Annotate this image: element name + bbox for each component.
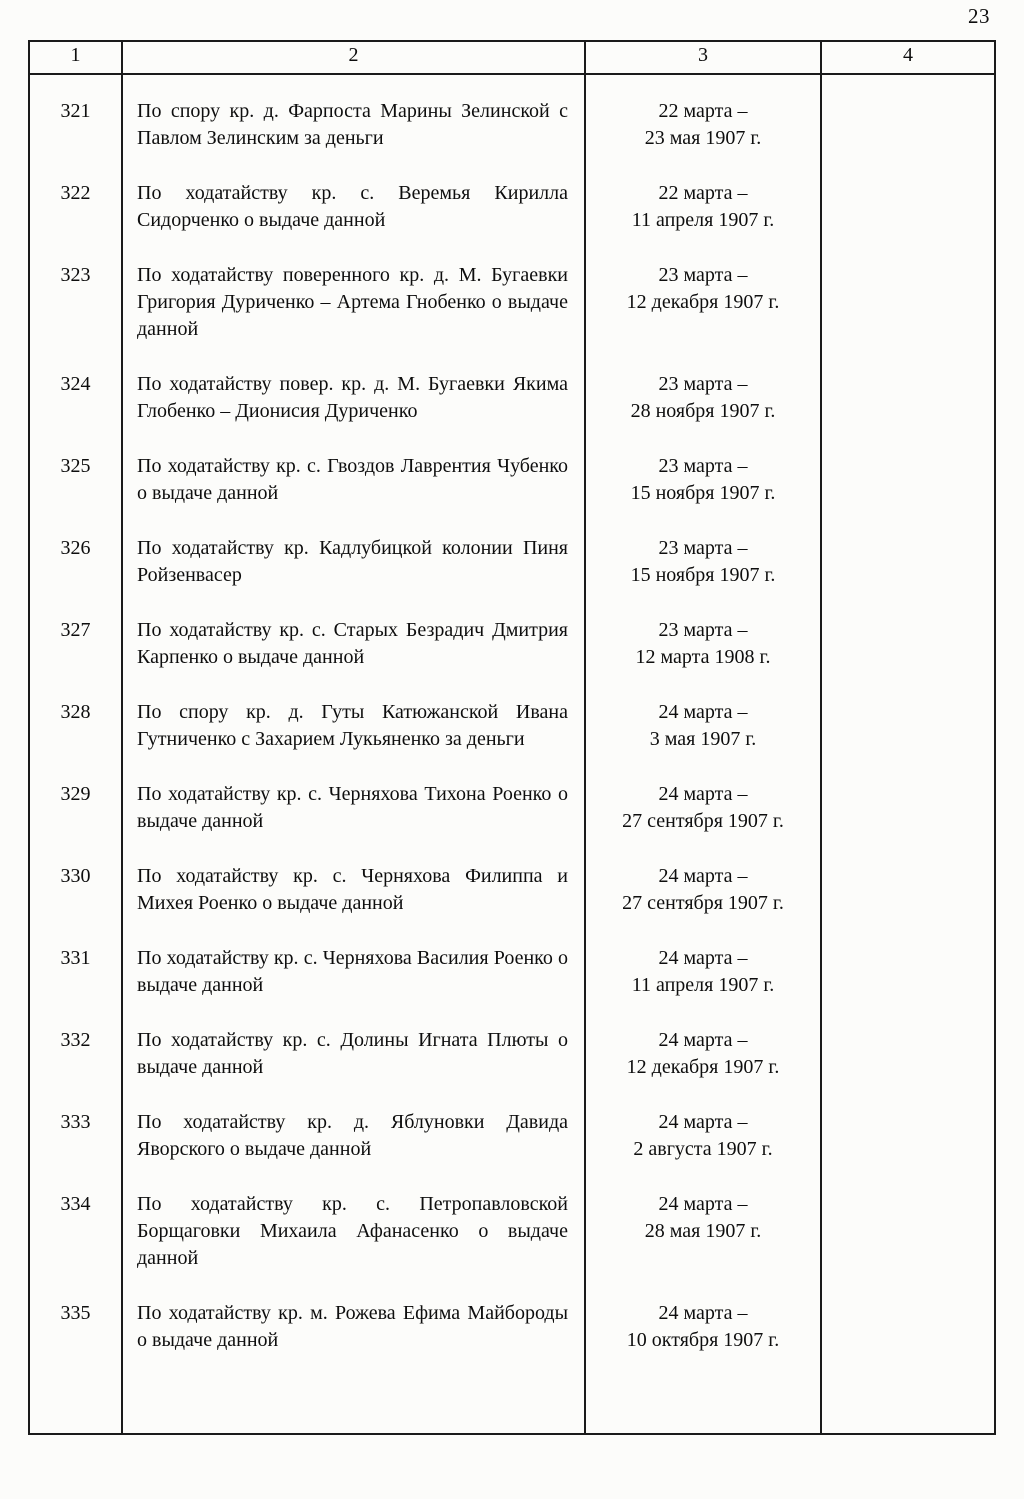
case-description: По ходатайству повер. кр. д. М. Бугаевки Якима Глобенко – Дионисия Дуриченко <box>122 370 585 452</box>
case-description: По ходатайству кр. м. Рожева Ефима Майбороды о выдаче данной <box>122 1299 585 1381</box>
date-start: 22 марта – <box>658 100 748 122</box>
date-end: 27 сентября 1907 г. <box>622 810 784 832</box>
filler-cell <box>29 1381 122 1434</box>
date-end: 27 сентября 1907 г. <box>622 892 784 914</box>
notes-cell-empty <box>821 261 995 370</box>
notes-cell-empty <box>821 1108 995 1190</box>
case-date-range <box>585 534 821 616</box>
table-header-row <box>29 41 995 74</box>
date-end: 12 марта 1908 г. <box>635 646 771 668</box>
table-row <box>29 1026 995 1108</box>
case-description: По ходатайству кр. с. Старых Безрадич Дмитрия Карпенко о выдаче данной <box>122 616 585 698</box>
date-start: 23 марта – <box>658 264 748 286</box>
table-row <box>29 616 995 698</box>
filler-cell <box>821 1381 995 1434</box>
date-end: 2 августа 1907 г. <box>633 1138 773 1160</box>
notes-cell-empty <box>821 698 995 780</box>
case-number: 323 <box>29 261 122 370</box>
filler-cell <box>585 1381 821 1434</box>
case-date-range <box>585 261 821 370</box>
column-header-2: 2 <box>122 41 585 74</box>
date-start: 23 марта – <box>658 537 748 559</box>
table-row <box>29 1190 995 1299</box>
date-end: 28 ноября 1907 г. <box>630 400 776 422</box>
case-description: По спору кр. д. Гуты Катюжанской Ивана Гутниченко с Захарием Лукьяненко за деньги <box>122 698 585 780</box>
case-description: По ходатайству кр. с. Долины Игната Плюты о выдаче данной <box>122 1026 585 1108</box>
case-description: По ходатайству кр. с. Веремья Кирилла Сидорченко о выдаче данной <box>122 179 585 261</box>
date-start: 24 марта – <box>658 783 748 805</box>
date-end: 12 декабря 1907 г. <box>626 291 780 313</box>
case-number: 330 <box>29 862 122 944</box>
date-start: 24 марта – <box>658 1111 748 1133</box>
table-filler-row <box>29 1381 995 1434</box>
date-end: 11 апреля 1907 г. <box>631 974 775 996</box>
date-start: 24 марта – <box>658 947 748 969</box>
date-start: 24 марта – <box>658 701 748 723</box>
case-date-range <box>585 452 821 534</box>
table-row <box>29 862 995 944</box>
table-row <box>29 370 995 452</box>
table-row <box>29 179 995 261</box>
case-number: 326 <box>29 534 122 616</box>
notes-cell-empty <box>821 862 995 944</box>
table-row <box>29 780 995 862</box>
case-description: По ходатайству поверенного кр. д. М. Бугаевки Григория Дуриченко – Артема Гнобенко о выдаче данной <box>122 261 585 370</box>
notes-cell-empty <box>821 452 995 534</box>
case-number: 332 <box>29 1026 122 1108</box>
notes-cell-empty <box>821 944 995 1026</box>
case-number: 324 <box>29 370 122 452</box>
notes-cell-empty <box>821 1190 995 1299</box>
date-end: 28 мая 1907 г. <box>644 1220 762 1242</box>
date-end: 10 октября 1907 г. <box>626 1329 780 1351</box>
case-number: 333 <box>29 1108 122 1190</box>
page-number: 23 <box>968 4 990 28</box>
case-description: По ходатайству кр. с. Гвоздов Лаврентия Чубенко о выдаче данной <box>122 452 585 534</box>
case-date-range <box>585 1190 821 1299</box>
case-date-range <box>585 1026 821 1108</box>
date-end: 15 ноября 1907 г. <box>630 482 776 504</box>
date-start: 23 марта – <box>658 455 748 477</box>
case-number: 329 <box>29 780 122 862</box>
date-end: 23 мая 1907 г. <box>644 127 762 149</box>
case-description: По ходатайству кр. с. Черняхова Тихона Роенко о выдаче данной <box>122 780 585 862</box>
table-row <box>29 534 995 616</box>
case-description: По ходатайству кр. с. Петропавловской Борщаговки Михаила Афанасенко о выдаче данной <box>122 1190 585 1299</box>
case-date-range <box>585 780 821 862</box>
case-date-range <box>585 698 821 780</box>
date-end: 15 ноября 1907 г. <box>630 564 776 586</box>
notes-cell-empty <box>821 534 995 616</box>
notes-cell-empty <box>821 370 995 452</box>
case-date-range <box>585 862 821 944</box>
case-description: По ходатайству кр. с. Черняхова Василия Роенко о выдаче данной <box>122 944 585 1026</box>
case-date-range <box>585 616 821 698</box>
case-number: 335 <box>29 1299 122 1381</box>
notes-cell-empty <box>821 780 995 862</box>
case-description: По ходатайству кр. д. Яблуновки Давида Яворского о выдаче данной <box>122 1108 585 1190</box>
date-start: 23 марта – <box>658 619 748 641</box>
table-row <box>29 452 995 534</box>
table-row <box>29 261 995 370</box>
case-number: 327 <box>29 616 122 698</box>
case-date-range <box>585 1108 821 1190</box>
date-start: 24 марта – <box>658 1302 748 1324</box>
case-number: 322 <box>29 179 122 261</box>
case-number: 321 <box>29 74 122 179</box>
date-end: 11 апреля 1907 г. <box>631 209 775 231</box>
notes-cell-empty <box>821 616 995 698</box>
filler-cell <box>122 1381 585 1434</box>
column-header-1: 1 <box>29 41 122 74</box>
case-number: 331 <box>29 944 122 1026</box>
case-number: 328 <box>29 698 122 780</box>
notes-cell-empty <box>821 1299 995 1381</box>
notes-cell-empty <box>821 179 995 261</box>
date-end: 12 декабря 1907 г. <box>626 1056 780 1078</box>
case-date-range <box>585 370 821 452</box>
case-date-range <box>585 74 821 179</box>
case-date-range <box>585 1299 821 1381</box>
date-start: 24 марта – <box>658 1193 748 1215</box>
column-header-3: 3 <box>585 41 821 74</box>
case-description: По ходатайству кр. с. Черняхова Филиппа и Михея Роенко о выдаче данной <box>122 862 585 944</box>
notes-cell-empty <box>821 1026 995 1108</box>
case-description: По ходатайству кр. Кадлубицкой колонии Пиня Ройзенвасер <box>122 534 585 616</box>
table-row <box>29 944 995 1026</box>
case-date-range <box>585 944 821 1026</box>
register-table <box>28 40 996 1435</box>
date-start: 22 марта – <box>658 182 748 204</box>
case-number: 325 <box>29 452 122 534</box>
case-number: 334 <box>29 1190 122 1299</box>
date-start: 24 марта – <box>658 865 748 887</box>
table-row <box>29 698 995 780</box>
date-start: 23 марта – <box>658 373 748 395</box>
table-row <box>29 1108 995 1190</box>
case-date-range <box>585 179 821 261</box>
case-description: По спору кр. д. Фарпоста Марины Зелинской с Павлом Зелинским за деньги <box>122 74 585 179</box>
column-header-4: 4 <box>821 41 995 74</box>
table-body <box>29 74 995 1434</box>
table-row <box>29 1299 995 1381</box>
table-row <box>29 74 995 179</box>
notes-cell-empty <box>821 74 995 179</box>
date-start: 24 марта – <box>658 1029 748 1051</box>
date-end: 3 мая 1907 г. <box>649 728 757 750</box>
